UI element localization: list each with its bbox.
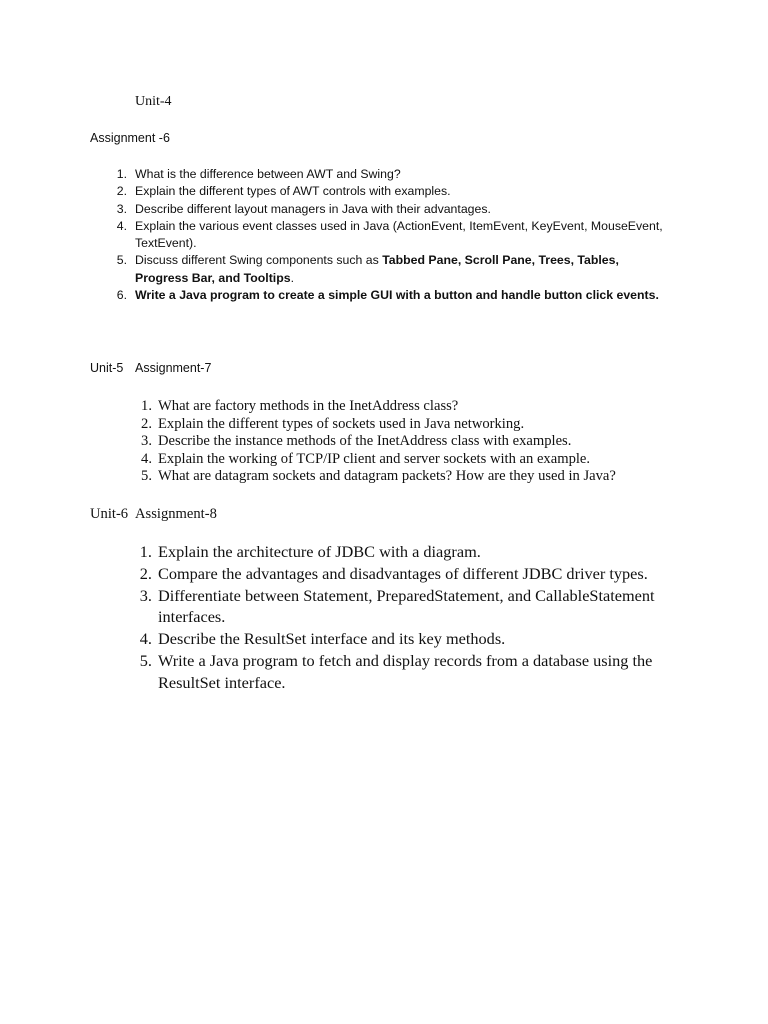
question-text: Describe the ResultSet interface and its key methods.	[158, 629, 506, 649]
question-text: Explain the different types of AWT controls with examples.	[135, 184, 451, 199]
list-number: 3.	[141, 433, 152, 450]
unit-4-question-list	[116, 166, 675, 304]
question-text: What are factory methods in the InetAddress class?	[158, 398, 459, 414]
question-text: Describe different layout managers in Java with their advantages.	[135, 201, 491, 216]
list-item	[141, 398, 678, 416]
list-item	[116, 201, 675, 218]
question-text-prefix: Discuss different Swing components such as	[135, 253, 383, 268]
question-text: Explain the working of TCP/IP client and server sockets with an example.	[158, 450, 591, 467]
question-text: Explain the different types of sockets used in Java networking.	[158, 415, 525, 432]
question-text: Write a Java program to fetch and display records from a database using the ResultSet interface.	[158, 650, 653, 692]
question-text: Compare the advantages and disadvantages of different JDBC driver types.	[158, 563, 648, 583]
list-number: 4.	[139, 629, 152, 649]
list-number: 4.	[116, 218, 127, 233]
question-text: Differentiate between Statement, PreparedStatement, and CallableStatement interfaces.	[158, 585, 655, 627]
list-item	[116, 252, 675, 287]
list-item	[139, 628, 688, 650]
list-item	[139, 585, 688, 629]
list-item	[141, 415, 678, 434]
list-item	[141, 433, 678, 451]
list-number: 5.	[139, 650, 152, 670]
unit-6-question-list	[139, 541, 688, 694]
assignment-6-title: Assignment -6	[90, 131, 170, 145]
list-number: 3.	[139, 585, 152, 605]
list-item	[116, 166, 675, 183]
question-text: What are datagram sockets and datagram packets? How are they used in Java?	[158, 468, 616, 485]
list-item	[139, 563, 688, 585]
assignment-8-title: Assignment-8	[135, 506, 217, 522]
list-item	[141, 450, 678, 469]
list-number: 2.	[139, 563, 152, 583]
list-number: 1.	[141, 398, 152, 414]
unit-5-title: Unit-5	[90, 361, 124, 375]
question-text-bold: Write a Java program to create a simple GUI with a button and handle button click events.	[135, 288, 659, 303]
unit-6-title: Unit-6	[90, 506, 129, 522]
list-number: 2.	[141, 415, 152, 432]
list-item	[139, 650, 688, 694]
list-item	[141, 468, 678, 486]
question-text-bold: Tabbed Pane, Scroll Pane, Trees, Tables, Progress Bar, and Tooltips	[135, 253, 619, 285]
list-number: 1.	[139, 542, 152, 561]
list-item	[116, 218, 675, 253]
question-text: Explain the architecture of JDBC with a diagram.	[158, 542, 481, 561]
list-number: 3.	[116, 201, 127, 216]
list-number: 4.	[141, 450, 152, 467]
list-item	[139, 541, 688, 563]
list-number: 1.	[116, 167, 127, 181]
list-number: 5.	[141, 468, 152, 485]
question-text: Describe the instance methods of the InetAddress class with examples.	[158, 433, 572, 450]
question-text: Explain the various event classes used in Java (ActionEvent, ItemEvent, KeyEvent, MouseEvent, TextEvent).	[135, 218, 663, 251]
list-number: 2.	[116, 184, 127, 199]
list-number: 5.	[116, 253, 127, 268]
unit-5-question-list	[141, 398, 678, 486]
list-item	[116, 287, 675, 304]
question-text-suffix: .	[290, 270, 294, 285]
list-item	[116, 183, 675, 200]
assignment-7-title: Assignment-7	[135, 361, 212, 375]
unit-4-title: Unit-4	[135, 94, 172, 109]
question-text: What is the difference between AWT and Swing?	[135, 167, 401, 181]
list-number: 6.	[116, 288, 127, 303]
